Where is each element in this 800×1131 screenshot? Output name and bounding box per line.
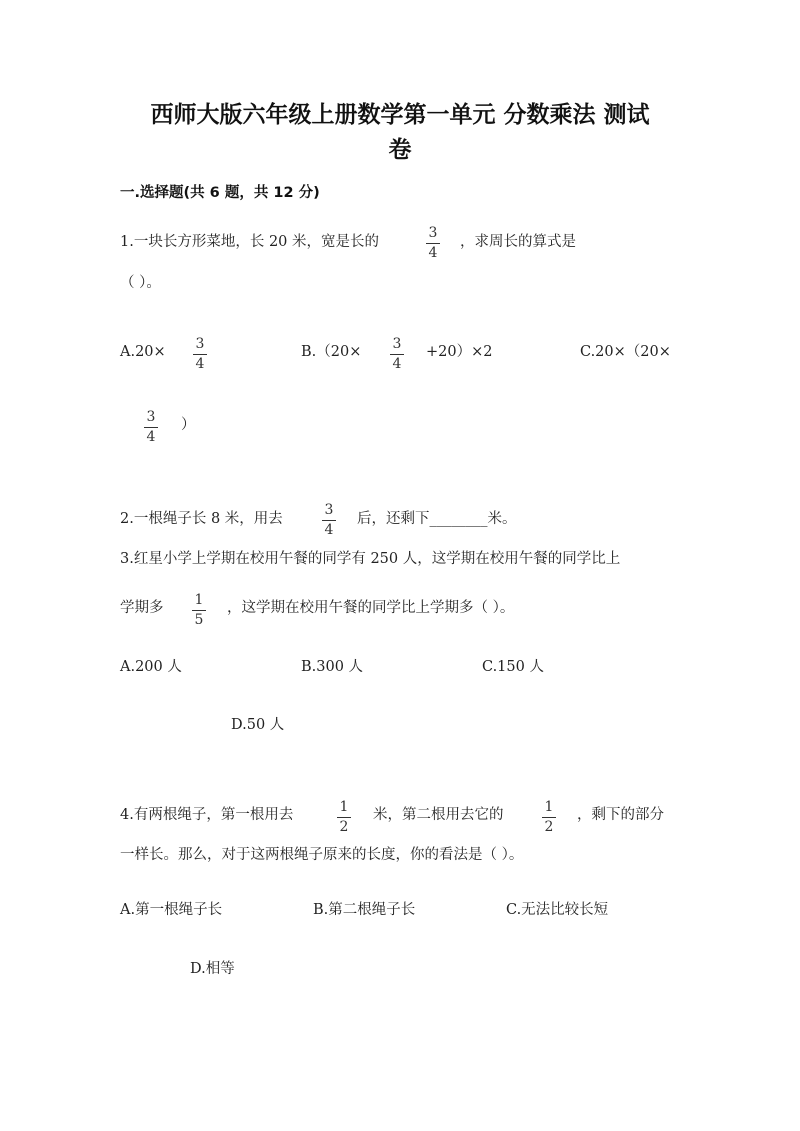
- denominator: 2: [339, 819, 349, 835]
- fraction-bar: [337, 817, 351, 818]
- fraction-bar: [193, 354, 207, 355]
- q3-text-b: ，这学期在校用午餐的同学比上学期多（ ）。: [227, 600, 515, 616]
- fraction-bar: [542, 817, 556, 818]
- q4-text-b: 米，第二根用去它的: [373, 807, 504, 823]
- q1-option-c-prefix: C.20×（20×: [580, 344, 671, 360]
- q1-option-c-fraction: [142, 409, 160, 446]
- denominator: 4: [195, 356, 205, 372]
- fraction-bar: [390, 354, 404, 355]
- denominator: 4: [392, 356, 402, 372]
- q3-line-1: 3.红星小学上学期在校用午餐的同学有 250 人，这学期在校用午餐的同学比上: [120, 551, 621, 567]
- q3-fraction: [190, 592, 208, 629]
- q4-fraction-2: [540, 799, 558, 836]
- q4-text-c: ，剩下的部分: [577, 807, 664, 823]
- q1-fraction-numerator: 3: [428, 225, 438, 241]
- q3-option-c: C.150 人: [482, 659, 544, 675]
- q4-line-2: 一样长。那么，对于这两根绳子原来的长度，你的看法是（ ）。: [120, 847, 524, 863]
- fraction-bar: [426, 243, 440, 244]
- q1-option-b-suffix: +20）×2: [426, 344, 493, 360]
- numerator: 1: [194, 592, 204, 608]
- q4-option-b: B.第二根绳子长: [313, 902, 416, 918]
- q3-option-d: D.50 人: [231, 717, 285, 733]
- q4-fraction-1: [335, 799, 353, 836]
- numerator: 1: [339, 799, 349, 815]
- numerator: 3: [146, 409, 156, 425]
- numerator: 3: [195, 336, 205, 352]
- section-header: 一.选择题(共 6 题，共 12 分): [120, 185, 320, 201]
- q2-fraction: [320, 502, 338, 539]
- denominator: 2: [544, 819, 554, 835]
- page-title-line-2: 卷: [388, 137, 412, 163]
- q4-option-c: C.无法比较长短: [506, 902, 609, 918]
- q3-text-a: 学期多: [120, 600, 164, 616]
- q2-text-b: 后，还剩下________米。: [357, 511, 517, 527]
- q1-fraction: [424, 225, 442, 262]
- fraction-bar: [144, 427, 158, 428]
- numerator: 3: [324, 502, 334, 518]
- q3-option-a: A.200 人: [120, 659, 182, 675]
- q4-option-a: A.第一根绳子长: [120, 902, 223, 918]
- q1-option-b-fraction: [388, 336, 406, 373]
- denominator: 4: [146, 429, 156, 445]
- q1-text-a: 1.一块长方形菜地，长 20 米，宽是长的: [120, 234, 380, 250]
- fraction-bar: [192, 610, 206, 611]
- q1-text-b: ，求周长的算式是: [460, 234, 576, 250]
- q1-option-a-fraction: [191, 336, 209, 373]
- q1-option-c-suffix: ）: [181, 417, 196, 433]
- q1-answer-blank: （ ）。: [120, 275, 161, 291]
- denominator: 4: [324, 522, 334, 538]
- numerator: 1: [544, 799, 554, 815]
- q3-option-b: B.300 人: [301, 659, 364, 675]
- denominator: 5: [194, 612, 204, 628]
- q4-option-d: D.相等: [190, 961, 235, 977]
- q1-option-a-prefix: A.20×: [120, 344, 166, 360]
- q1-fraction-denominator: 4: [428, 245, 438, 261]
- numerator: 3: [392, 336, 402, 352]
- q1-option-b-prefix: B.（20×: [301, 344, 362, 360]
- page-title-line-1: 西师大版六年级上册数学第一单元 分数乘法 测试: [150, 102, 650, 128]
- q4-text-a: 4.有两根绳子，第一根用去: [120, 807, 294, 823]
- fraction-bar: [322, 520, 336, 521]
- q2-text-a: 2.一根绳子长 8 米，用去: [120, 511, 283, 527]
